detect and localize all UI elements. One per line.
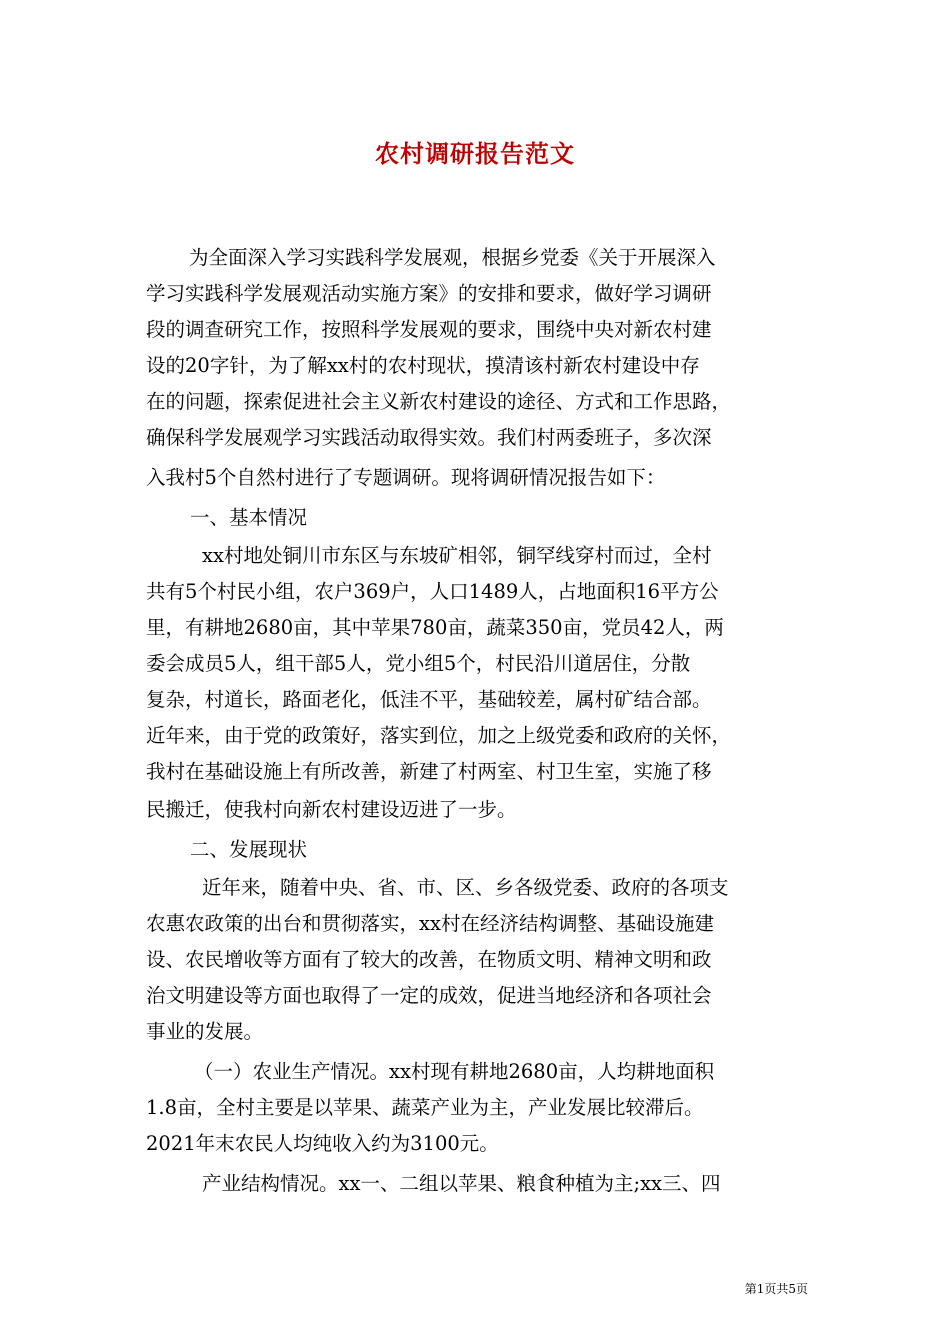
paragraph-line: 共有5个村民小组，农户369户，人口1489人，占地面积16平方公 bbox=[146, 580, 719, 603]
paragraph-line: 里，有耕地2680亩，其中苹果780亩，蔬菜350亩，党员42人，两 bbox=[146, 616, 724, 639]
section-heading-2: 二、发展现状 bbox=[190, 838, 308, 861]
paragraph-line: 学习实践科学发展观活动实施方案》的安排和要求，做好学习调研 bbox=[146, 282, 712, 305]
paragraph-line: 入我村5个自然村进行了专题调研。现将调研情况报告如下： bbox=[146, 466, 666, 489]
paragraph-line: 设的20字针，为了解xx村的农村现状，摸清该村新农村建设中存 bbox=[146, 354, 700, 377]
paragraph-line: 2021年末农民人均纯收入约为3100元。 bbox=[146, 1132, 499, 1155]
paragraph-line: 治文明建设等方面也取得了一定的成效，促进当地经济和各项社会 bbox=[146, 984, 712, 1007]
paragraph-line: 产业结构情况。xx一、二组以苹果、粮食种植为主;xx三、四 bbox=[202, 1172, 721, 1195]
paragraph-line: 确保科学发展观学习实践活动取得实效。我们村两委班子，多次深 bbox=[146, 426, 712, 449]
paragraph-line: 为全面深入学习实践科学发展观，根据乡党委《关于开展深入 bbox=[189, 246, 716, 269]
paragraph-line: 设、农民增收等方面有了较大的改善，在物质文明、精神文明和政 bbox=[146, 948, 712, 971]
paragraph-line: 近年来，由于党的政策好，落实到位，加之上级党委和政府的关怀， bbox=[146, 724, 732, 747]
paragraph-line: 事业的发展。 bbox=[146, 1020, 264, 1043]
paragraph-line: xx村地处铜川市东区与东坡矿相邻，铜罕线穿村而过，全村 bbox=[202, 544, 712, 567]
paragraph-line: 农惠农政策的出台和贯彻落实，xx村在经济结构调整、基础设施建 bbox=[146, 912, 714, 935]
paragraph-line: 在的问题，探索促进社会主义新农村建设的途径、方式和工作思路， bbox=[146, 390, 732, 413]
paragraph-line: （一）农业生产情况。xx村现有耕地2680亩，人均耕地面积 bbox=[194, 1060, 715, 1083]
paragraph-line: 民搬迁，使我村向新农村建设迈进了一步。 bbox=[146, 798, 517, 821]
paragraph-line: 1.8亩，全村主要是以苹果、蔬菜产业为主，产业发展比较滞后。 bbox=[146, 1096, 704, 1119]
paragraph-line: 复杂，村道长，路面老化，低洼不平，基础较差，属村矿结合部。 bbox=[146, 688, 712, 711]
paragraph-line: 近年来，随着中央、省、市、区、乡各级党委、政府的各项支 bbox=[202, 876, 729, 899]
paragraph-line: 我村在基础设施上有所改善，新建了村两室、村卫生室，实施了移 bbox=[146, 760, 712, 783]
page-number: 第1页共5页 bbox=[744, 1282, 808, 1296]
section-heading-1: 一、基本情况 bbox=[190, 506, 308, 529]
paragraph-line: 段的调查研究工作，按照科学发展观的要求，围绕中央对新农村建 bbox=[146, 318, 712, 341]
document-title: 农村调研报告范文 bbox=[375, 139, 575, 168]
paragraph-line: 委会成员5人，组干部5人，党小组5个，村民沿川道居住，分散 bbox=[146, 652, 691, 675]
